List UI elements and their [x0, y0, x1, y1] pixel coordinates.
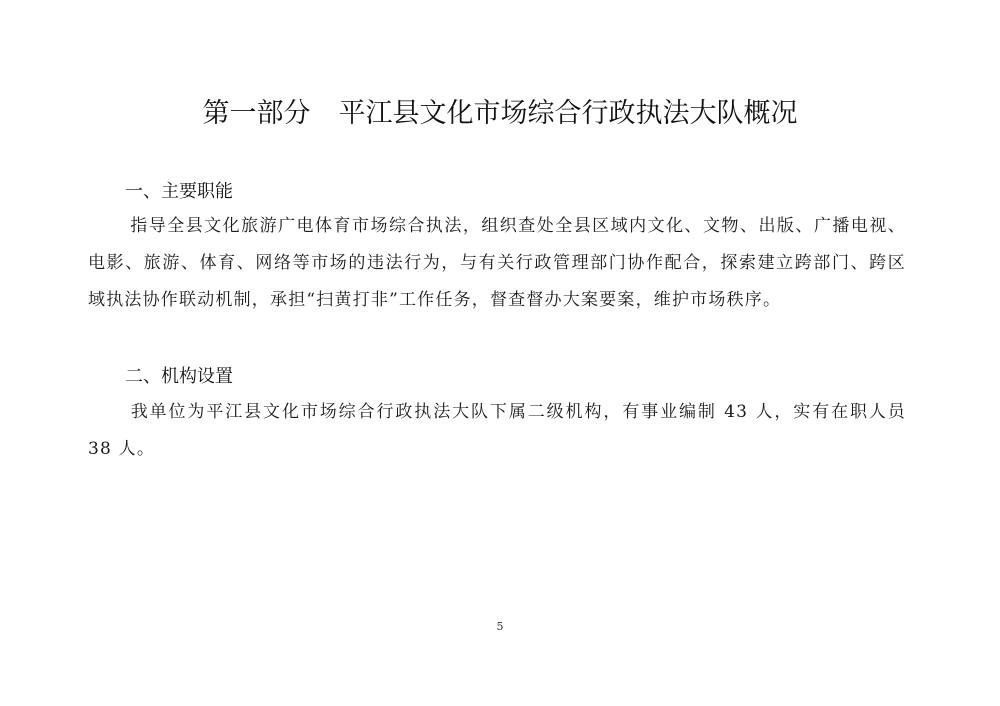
- section-body-organization-text: 我单位为平江县文化市场综合行政执法大队下属二级机构，有事业编制 43 人，实有在职人员 38 人。: [88, 402, 906, 459]
- section-body-functions: [88, 208, 906, 319]
- page-number: 5: [496, 620, 504, 633]
- title-part: 第一部分: [202, 98, 311, 129]
- section-heading-functions: 一、主要职能: [125, 181, 233, 202]
- section-body-functions-text: 指导全县文化旅游广电体育市场综合执法，组织查处全县区域内文化、文物、出版、广播电视、 电影、旅游、体育、网络等市场的违法行为，与有关行政管理部门协作配合，探索建立跨部门、跨区域执法协作联动机制，承担“扫黄打非”工作任务，督查督办大案要案，维护市场秩序。: [88, 216, 906, 310]
- section-body-organization: [88, 394, 906, 468]
- title-name: 平江县文化市场综合行政执法大队概况: [338, 98, 798, 129]
- section-heading-organization: 二、机构设置: [125, 366, 233, 387]
- page-title: [0, 96, 1000, 132]
